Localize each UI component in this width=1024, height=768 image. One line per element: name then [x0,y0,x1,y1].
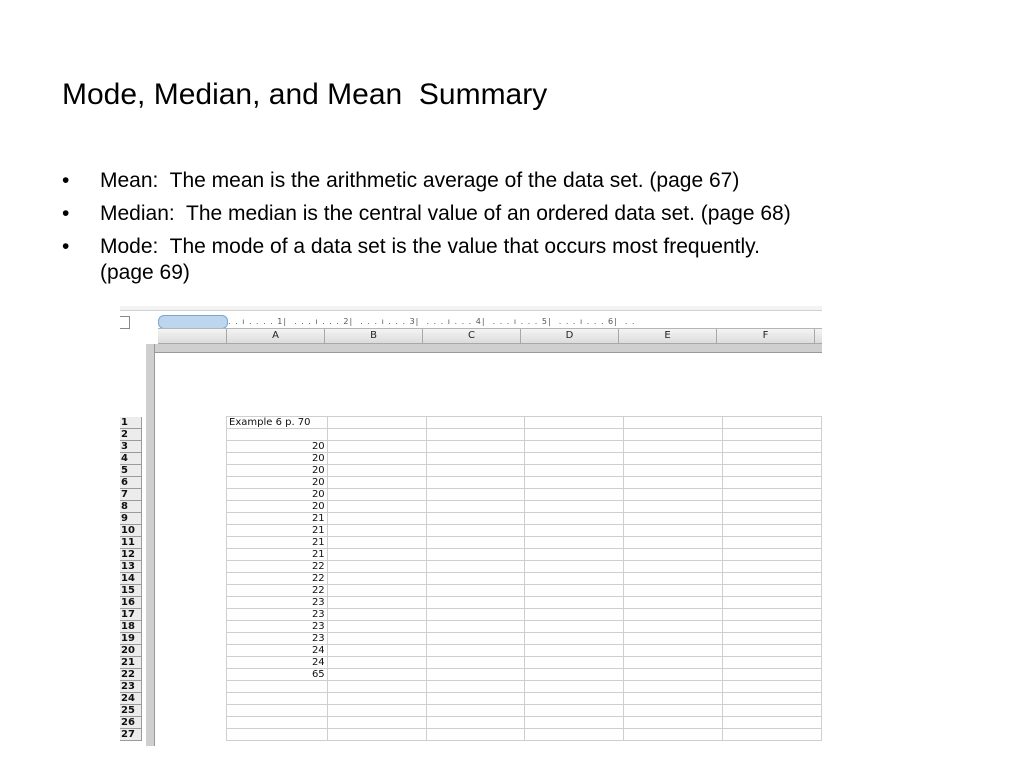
column-header-c[interactable]: C [423,329,521,343]
cell[interactable] [327,549,426,561]
table-row [227,513,822,525]
cell[interactable] [525,525,624,537]
cell[interactable]: 20 [227,501,328,513]
cell[interactable] [426,465,525,477]
spreadsheet-screenshot [120,306,822,746]
cell[interactable] [426,453,525,465]
cell[interactable] [624,729,723,741]
cell[interactable] [525,417,624,429]
cell[interactable] [723,453,822,465]
table-row [227,573,822,585]
table-row [227,489,822,501]
table-row [227,585,822,597]
cell[interactable] [327,729,426,741]
row-header[interactable]: 10 [120,525,142,537]
cell[interactable] [426,633,525,645]
cell[interactable] [327,537,426,549]
cell[interactable] [327,525,426,537]
cell[interactable] [723,465,822,477]
bullet-marker: • [62,169,70,192]
bullet-text-median: Median: The median is the central value of an ordered data set. (page 68) [100,202,791,225]
table-row [227,561,822,573]
cell[interactable] [723,669,822,681]
cell[interactable] [327,609,426,621]
cell[interactable] [624,501,723,513]
cell[interactable] [624,585,723,597]
cell[interactable] [624,609,723,621]
cell[interactable] [227,693,328,705]
cell[interactable] [426,585,525,597]
row-header[interactable]: 27 [120,729,142,741]
column-header-e[interactable]: E [619,329,717,343]
cell[interactable] [624,693,723,705]
cell[interactable] [723,657,822,669]
cell[interactable] [525,597,624,609]
slide-title: Mode, Median, and Mean Summary [62,78,548,111]
row-header[interactable]: 2 [120,429,142,441]
cell[interactable] [426,729,525,741]
cell[interactable] [624,429,723,441]
cell[interactable] [525,681,624,693]
cell[interactable] [723,681,822,693]
row-header[interactable]: 9 [120,513,142,525]
cell[interactable] [426,645,525,657]
cell[interactable]: 24 [227,645,328,657]
cell[interactable] [426,561,525,573]
cell[interactable] [525,693,624,705]
cell[interactable] [525,489,624,501]
cell[interactable] [327,657,426,669]
cell[interactable] [426,429,525,441]
column-header-d[interactable]: D [521,329,619,343]
row-header[interactable]: 24 [120,693,142,705]
cell[interactable] [525,441,624,453]
cell[interactable]: 20 [227,477,328,489]
cell[interactable]: 23 [227,597,328,609]
cell[interactable] [723,729,822,741]
row-header[interactable]: 1 [120,417,142,429]
cell[interactable] [624,657,723,669]
cell[interactable] [327,717,426,729]
cell[interactable] [624,621,723,633]
bullet-list [62,168,982,293]
table-row [227,465,822,477]
cell[interactable] [624,681,723,693]
cell[interactable] [723,645,822,657]
cell[interactable] [426,513,525,525]
cell[interactable] [525,717,624,729]
cell[interactable] [525,549,624,561]
cell[interactable] [525,573,624,585]
row-header[interactable]: 14 [120,573,142,585]
cell[interactable] [723,717,822,729]
cell[interactable] [723,417,822,429]
cell[interactable] [327,621,426,633]
cell[interactable] [227,729,328,741]
cell[interactable]: Example 6 p. 70 [227,417,328,429]
cell[interactable] [426,681,525,693]
cell[interactable] [426,717,525,729]
cell[interactable] [525,537,624,549]
row-header[interactable]: 26 [120,717,142,729]
table-row [227,609,822,621]
cell[interactable] [723,501,822,513]
cell[interactable] [327,429,426,441]
cell[interactable] [327,585,426,597]
row-header[interactable]: 12 [120,549,142,561]
column-header-a[interactable]: A [227,329,325,343]
cell[interactable] [525,633,624,645]
cell[interactable]: 20 [227,453,328,465]
cell[interactable] [227,705,328,717]
table-row [227,549,822,561]
cell[interactable] [525,705,624,717]
cell[interactable] [723,537,822,549]
column-header-f[interactable]: F [717,329,815,343]
table-row [227,537,822,549]
cell[interactable] [723,489,822,501]
cell[interactable]: 22 [227,573,328,585]
column-header-corner [158,329,227,343]
bullet-text-mean: Mean: The mean is the arithmetic average of the data set. (page 67) [100,169,740,192]
cell[interactable] [327,477,426,489]
cell[interactable] [723,693,822,705]
table-row [227,429,822,441]
cell[interactable] [426,657,525,669]
table-row [227,669,822,681]
cell[interactable]: 65 [227,669,328,681]
cell[interactable] [227,717,328,729]
cell[interactable] [426,621,525,633]
cell[interactable] [227,429,328,441]
cell[interactable] [525,501,624,513]
table-row [227,597,822,609]
cell[interactable] [525,669,624,681]
cell[interactable]: 24 [227,657,328,669]
cell[interactable] [327,645,426,657]
table-row [227,657,822,669]
row-header[interactable]: 5 [120,465,142,477]
cell[interactable] [426,537,525,549]
table-row [227,717,822,729]
cell[interactable]: 22 [227,585,328,597]
cell[interactable] [525,477,624,489]
cell[interactable] [723,429,822,441]
cell[interactable] [624,669,723,681]
cell[interactable] [525,657,624,669]
ruler-scale: . . ı . . . . 1| . . . ı . . . 2| . . . ı . . . 3| . . . ı . . . 4| . . . ı . . . 5| . . . ı . . . 6| . . [228,317,636,326]
table-row [227,525,822,537]
cell[interactable] [426,609,525,621]
cell[interactable] [624,549,723,561]
cell[interactable] [723,561,822,573]
cell[interactable] [723,705,822,717]
cell[interactable] [327,561,426,573]
cell[interactable] [327,705,426,717]
cell[interactable] [426,705,525,717]
table-row [227,729,822,741]
page-frame-left [146,344,155,746]
select-all-box[interactable] [120,316,130,329]
page-frame-top [146,344,822,353]
cell[interactable] [327,453,426,465]
cell[interactable] [525,453,624,465]
ruler-indent-slider[interactable] [158,315,228,329]
cell[interactable] [624,537,723,549]
cell[interactable] [525,645,624,657]
cell[interactable]: 21 [227,549,328,561]
table-row [227,681,822,693]
cell[interactable] [426,417,525,429]
cell[interactable] [426,693,525,705]
bullet-marker: • [62,202,70,225]
cell[interactable]: 22 [227,561,328,573]
row-header[interactable]: 15 [120,585,142,597]
cell[interactable] [624,417,723,429]
row-header[interactable]: 16 [120,597,142,609]
cell[interactable] [426,597,525,609]
table-row [227,501,822,513]
cell[interactable]: 23 [227,621,328,633]
row-header[interactable]: 23 [120,681,142,693]
cell[interactable] [624,573,723,585]
cell[interactable] [426,501,525,513]
cell[interactable] [327,597,426,609]
cell[interactable] [624,597,723,609]
table-row [227,417,822,429]
cell[interactable] [723,477,822,489]
cell[interactable] [723,609,822,621]
cell[interactable]: 20 [227,489,328,501]
cell[interactable] [426,489,525,501]
cell[interactable] [624,513,723,525]
cell[interactable] [624,477,723,489]
row-header[interactable]: 22 [120,669,142,681]
cell[interactable] [327,513,426,525]
cell[interactable] [624,489,723,501]
cell[interactable] [624,465,723,477]
cell[interactable] [525,561,624,573]
cell[interactable] [624,525,723,537]
cell[interactable] [525,621,624,633]
row-header[interactable]: 21 [120,657,142,669]
row-header[interactable]: 7 [120,489,142,501]
row-header[interactable]: 8 [120,501,142,513]
cell[interactable] [525,609,624,621]
cell[interactable] [327,441,426,453]
cell[interactable] [723,513,822,525]
cell[interactable] [327,501,426,513]
cell[interactable] [327,633,426,645]
row-header[interactable]: 17 [120,609,142,621]
cell[interactable] [426,549,525,561]
cell[interactable] [624,645,723,657]
column-header-b[interactable]: B [325,329,423,343]
cell[interactable] [624,453,723,465]
row-header[interactable]: 25 [120,705,142,717]
cell[interactable]: 21 [227,513,328,525]
cell[interactable]: 21 [227,537,328,549]
cell[interactable] [723,549,822,561]
row-header[interactable]: 3 [120,441,142,453]
column-header-bar [158,328,822,344]
row-header[interactable]: 13 [120,561,142,573]
bullet-marker: • [62,235,70,258]
row-header[interactable]: 11 [120,537,142,549]
table-row [227,693,822,705]
cell[interactable]: 23 [227,609,328,621]
bullet-mean [62,168,982,194]
cell[interactable] [327,681,426,693]
cell[interactable] [426,441,525,453]
cell[interactable] [426,669,525,681]
cell[interactable] [327,489,426,501]
row-header[interactable]: 20 [120,645,142,657]
row-header[interactable]: 4 [120,453,142,465]
row-header-column [120,417,142,741]
row-header[interactable]: 18 [120,621,142,633]
cell[interactable] [327,465,426,477]
cell[interactable]: 23 [227,633,328,645]
table-row [227,621,822,633]
cell[interactable] [525,429,624,441]
cell[interactable] [624,705,723,717]
table-row [227,477,822,489]
cell[interactable] [624,717,723,729]
cell[interactable] [723,621,822,633]
cell[interactable] [426,525,525,537]
cell[interactable] [723,573,822,585]
cell[interactable] [525,729,624,741]
cell[interactable] [723,597,822,609]
cell[interactable] [624,633,723,645]
cell[interactable]: 21 [227,525,328,537]
cell[interactable] [723,585,822,597]
cell[interactable] [227,681,328,693]
cell[interactable] [624,561,723,573]
cell[interactable]: 20 [227,441,328,453]
cell[interactable] [525,585,624,597]
bullet-median [62,201,982,227]
cell[interactable] [624,441,723,453]
cell[interactable] [426,477,525,489]
cell[interactable] [327,693,426,705]
cell[interactable]: 20 [227,465,328,477]
cell[interactable] [723,633,822,645]
table-row [227,633,822,645]
bullet-mode [62,234,982,286]
row-header[interactable]: 19 [120,633,142,645]
cell[interactable] [723,441,822,453]
row-header[interactable]: 6 [120,477,142,489]
cell-grid [226,416,822,741]
table-row [227,705,822,717]
bullet-text-mode: Mode: The mode of a data set is the value that occurs most frequently. (page 69) [100,235,760,284]
table-row [227,645,822,657]
cell[interactable] [426,573,525,585]
cell[interactable] [525,513,624,525]
table-row [227,453,822,465]
table-row [227,441,822,453]
cell[interactable] [723,525,822,537]
cell[interactable] [327,669,426,681]
cell[interactable] [327,573,426,585]
cell[interactable] [525,465,624,477]
cell[interactable] [327,417,426,429]
window-top-edge [120,306,822,311]
